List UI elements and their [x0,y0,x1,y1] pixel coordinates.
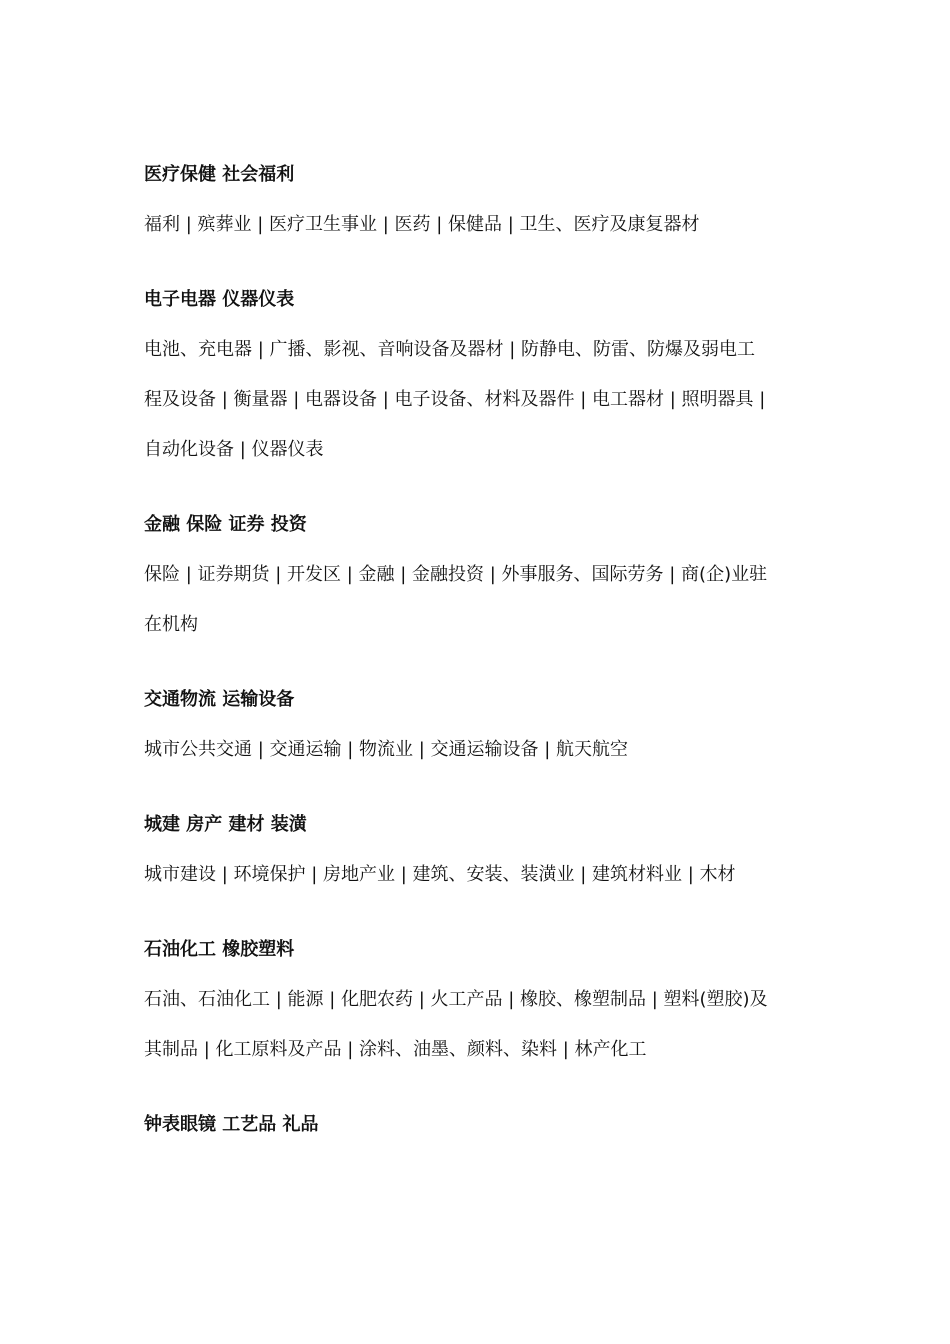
body-line: 福利 | 殡葬业 | 医疗卫生事业 | 医药 | 保健品 | 卫生、医疗及康复器材 [144,214,700,235]
section-finance [144,500,804,650]
body-line: 自动化设备 | 仪器仪表 [144,439,324,460]
body-line: 石油、石油化工 | 能源 | 化肥农药 | 火工产品 | 橡胶、橡塑制品 | 塑料(塑胶)及 [144,989,768,1010]
section-title: 医疗保健 社会福利 [144,164,295,185]
section-body [144,850,804,900]
section-healthcare [144,150,804,250]
section-transport [144,675,804,775]
body-line: 城市建设 | 环境保护 | 房地产业 | 建筑、安装、装潢业 | 建筑材料业 | 木材 [144,864,736,885]
section-title: 石油化工 橡胶塑料 [144,939,295,960]
section-title: 城建 房产 建材 装潢 [144,814,307,835]
section-watches-crafts [144,1100,804,1150]
body-line: 在机构 [144,614,198,635]
document-page [144,150,804,1150]
section-title: 交通物流 运输设备 [144,689,295,710]
section-body [144,550,804,650]
section-title: 电子电器 仪器仪表 [144,289,295,310]
section-construction [144,800,804,900]
section-body [144,975,804,1075]
section-electronics [144,275,804,475]
section-title: 金融 保险 证券 投资 [144,514,307,535]
body-line: 其制品 | 化工原料及产品 | 涂料、油墨、颜料、染料 | 林产化工 [144,1039,647,1060]
section-title: 钟表眼镜 工艺品 礼品 [144,1114,319,1135]
body-line: 城市公共交通 | 交通运输 | 物流业 | 交通运输设备 | 航天航空 [144,739,629,760]
body-line: 保险 | 证券期货 | 开发区 | 金融 | 金融投资 | 外事服务、国际劳务 | 商(企)业驻 [144,564,768,585]
section-petrochemical [144,925,804,1075]
section-body [144,725,804,775]
body-line: 电池、充电器 | 广播、影视、音响设备及器材 | 防静电、防雷、防爆及弱电工 [144,339,756,360]
section-body [144,200,804,250]
body-line: 程及设备 | 衡量器 | 电器设备 | 电子设备、材料及器件 | 电工器材 | 照明器具 | [144,389,766,410]
section-body [144,325,804,475]
